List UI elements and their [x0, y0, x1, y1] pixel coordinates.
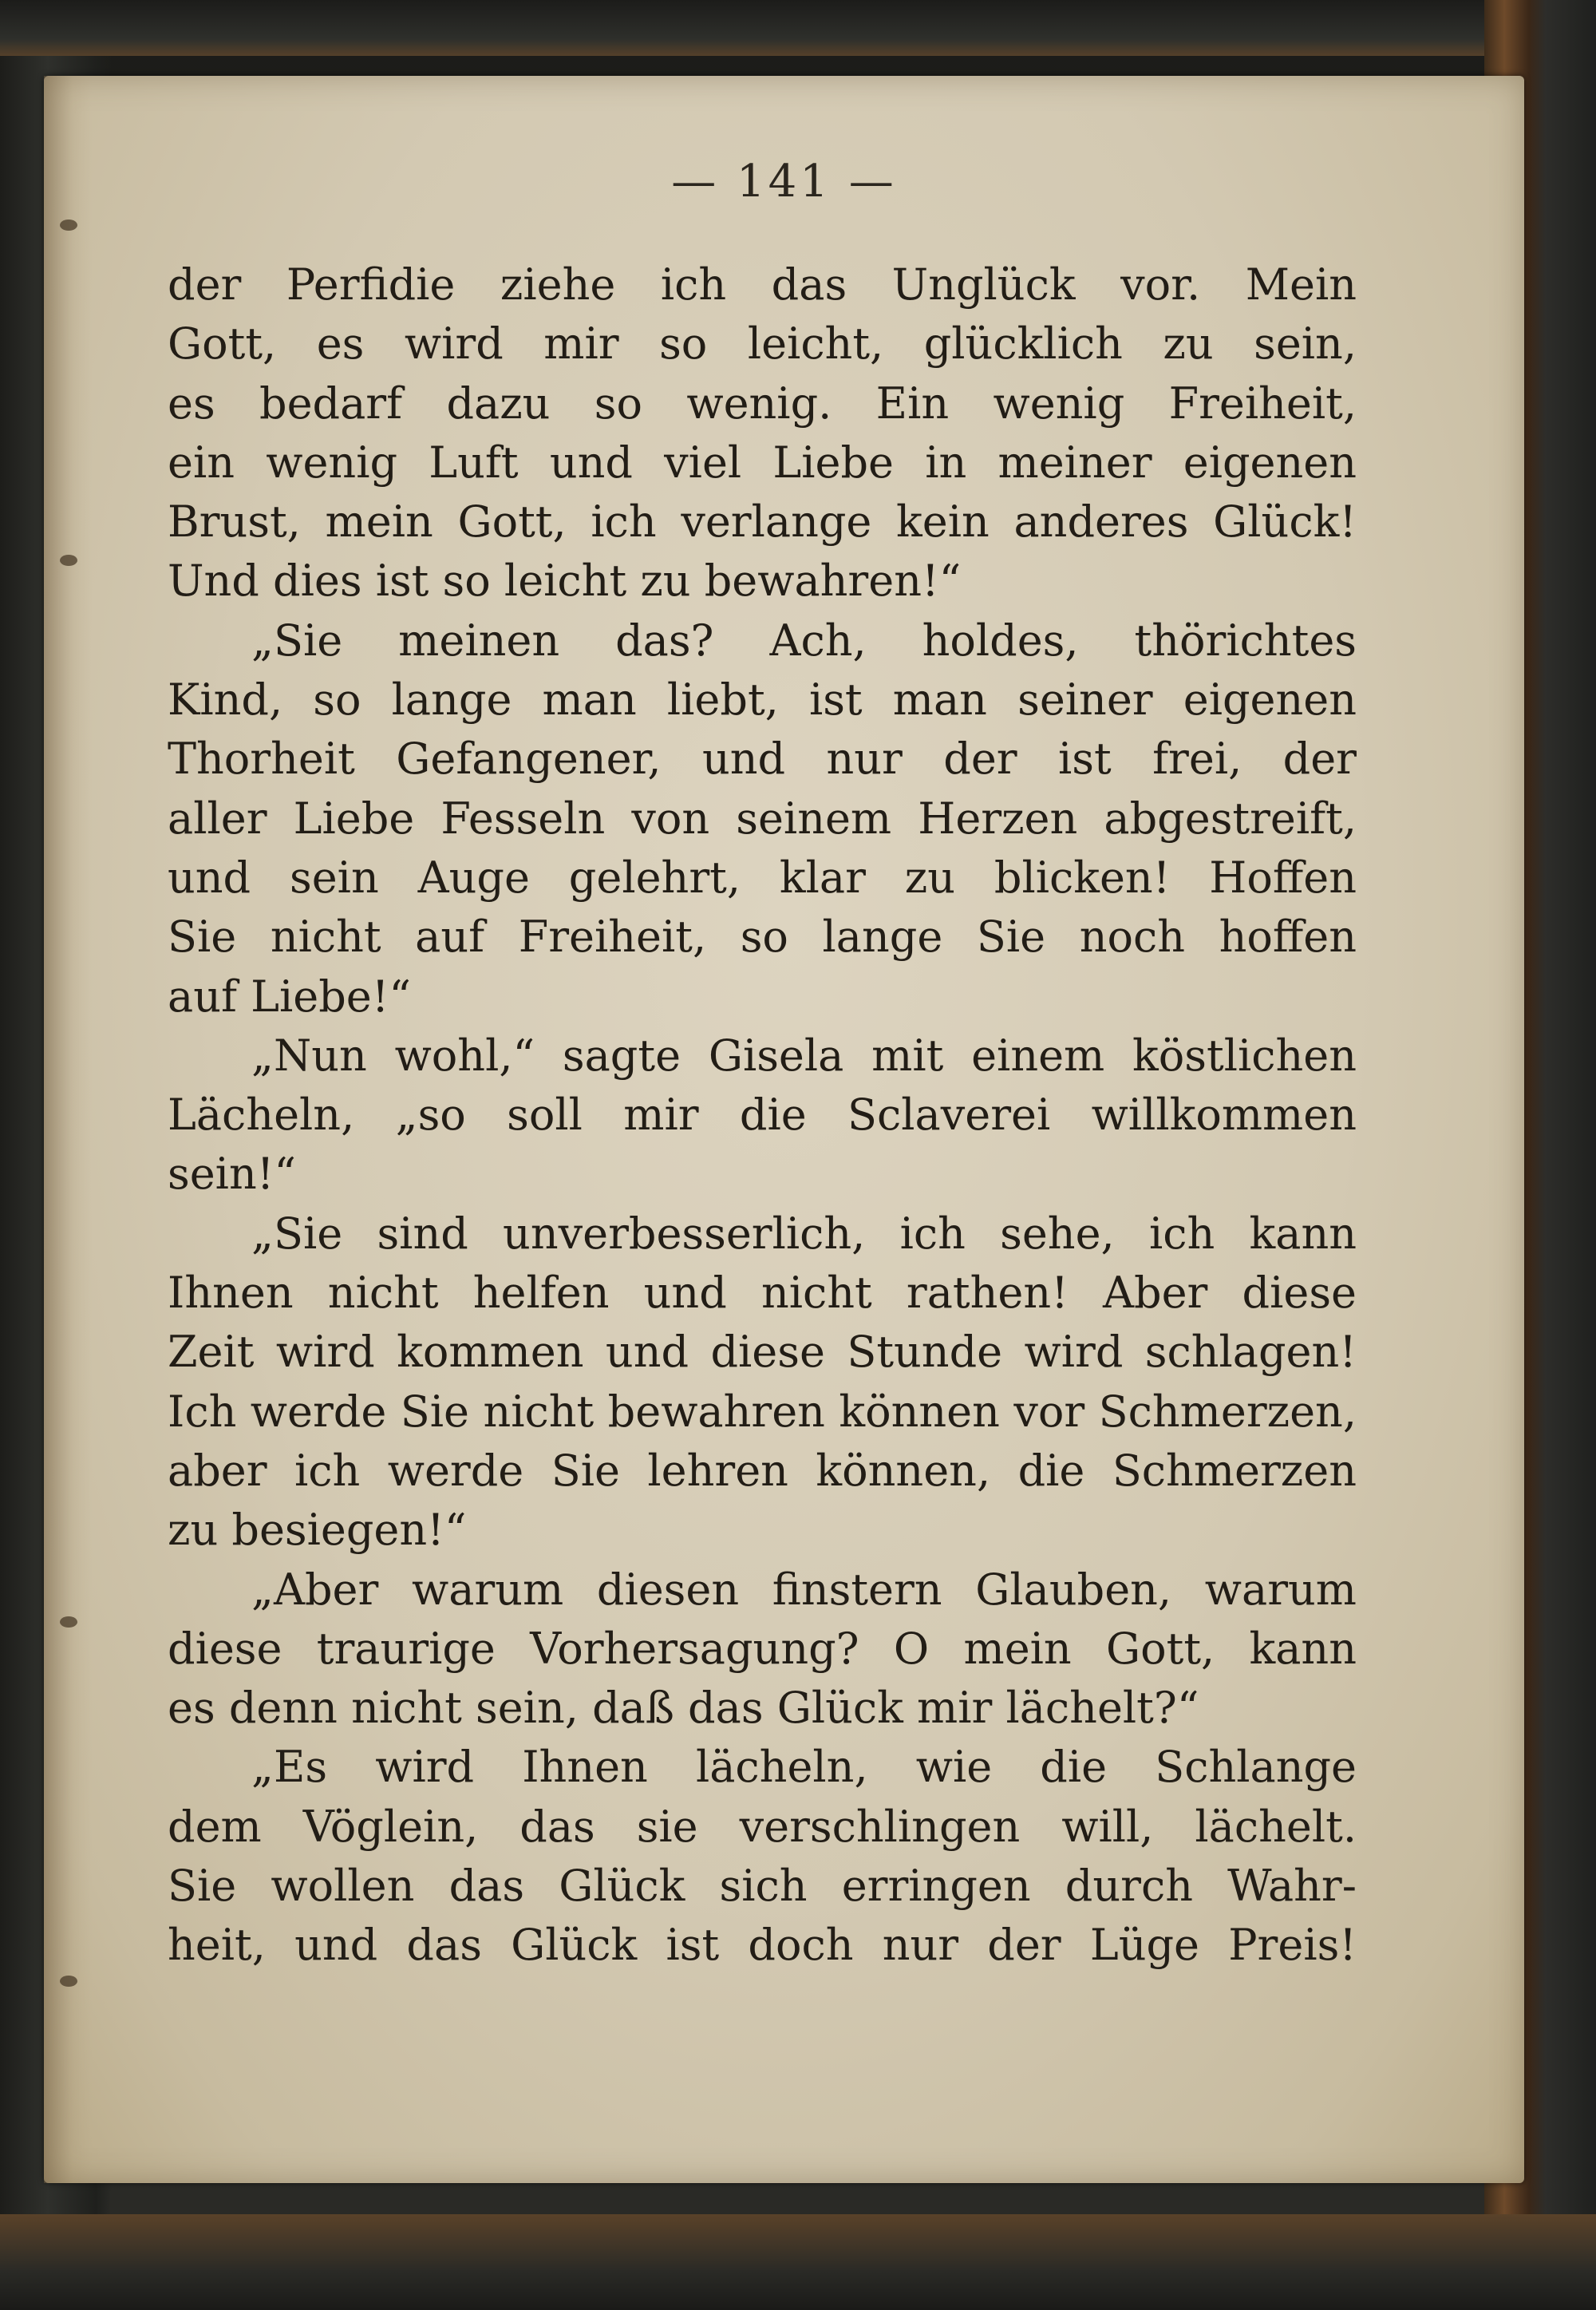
page-gutter-shadow	[44, 76, 92, 2183]
text-line: dem Vöglein, das sie verschlingen will, lächelt.	[168, 1801, 1357, 1852]
text-line: Sie nicht auf Freiheit, so lange Sie noch hoffen	[168, 912, 1357, 963]
text-line: aller Liebe Fesseln von seinem Herzen abgestreift,	[168, 793, 1357, 844]
text-line: und sein Auge gelehrt, klar zu blicken! Hoffen	[168, 852, 1357, 903]
text-line: Gott, es wird mir so leicht, glücklich zu sein,	[168, 318, 1357, 370]
text-line: „Sie meinen das? Ach, holdes, thörichtes	[251, 615, 1357, 666]
text-line: Brust, mein Gott, ich verlange kein anderes Glück!	[168, 496, 1357, 548]
book-page	[44, 76, 1524, 2183]
binding-stitch	[60, 1616, 77, 1628]
text-line: Kind, so lange man liebt, ist man seiner eigenen	[168, 674, 1357, 726]
text-line: ein wenig Luft und viel Liebe in meiner eigenen	[168, 437, 1357, 488]
text-line: heit, und das Glück ist doch nur der Lüge Preis!	[168, 1920, 1357, 1971]
text-line: Ich werde Sie nicht bewahren können vor Schmerzen,	[168, 1386, 1357, 1437]
binding-stitch	[60, 1976, 77, 1987]
text-line: zu besiegen!“	[168, 1505, 467, 1556]
text-line: Thorheit Gefangener, und nur der ist frei, der	[168, 734, 1357, 785]
cover-top-edge	[0, 0, 1596, 56]
text-line: es bedarf dazu so wenig. Ein wenig Freiheit,	[168, 378, 1357, 429]
cover-bottom-edge	[0, 2214, 1596, 2310]
text-line: „Nun wohl,“ sagte Gisela mit einem köstlichen	[251, 1030, 1357, 1081]
body-text	[168, 255, 1357, 1976]
binding-stitch	[60, 220, 77, 231]
text-line: Und dies ist so leicht zu bewahren!“	[168, 556, 962, 607]
text-line: Lächeln, „so soll mir die Sclaverei willkommen	[168, 1090, 1357, 1141]
text-line: es denn nicht sein, daß das Glück mir lächelt?“	[168, 1683, 1199, 1734]
text-line: diese traurige Vorhersagung? O mein Gott, kann	[168, 1623, 1357, 1674]
text-line: Ihnen nicht helfen und nicht rathen! Aber diese	[168, 1268, 1357, 1319]
binding-stitch	[60, 555, 77, 566]
text-line: Sie wollen das Glück sich erringen durch Wahr-	[168, 1861, 1357, 1912]
text-line: „Aber warum diesen finstern Glauben, warum	[251, 1564, 1357, 1615]
text-line: „Es wird Ihnen lächeln, wie die Schlange	[251, 1742, 1357, 1793]
text-line: Zeit wird kommen und diese Stunde wird schlagen!	[168, 1327, 1357, 1378]
text-line: „Sie sind unverbesserlich, ich sehe, ich kann	[251, 1208, 1357, 1259]
text-line: aber ich werde Sie lehren können, die Schmerzen	[168, 1445, 1357, 1496]
text-line: auf Liebe!“	[168, 971, 412, 1022]
text-line: der Perfidie ziehe ich das Unglück vor. Mein	[168, 259, 1357, 310]
page-number: — 141 —	[671, 156, 897, 208]
text-line: sein!“	[168, 1149, 297, 1200]
